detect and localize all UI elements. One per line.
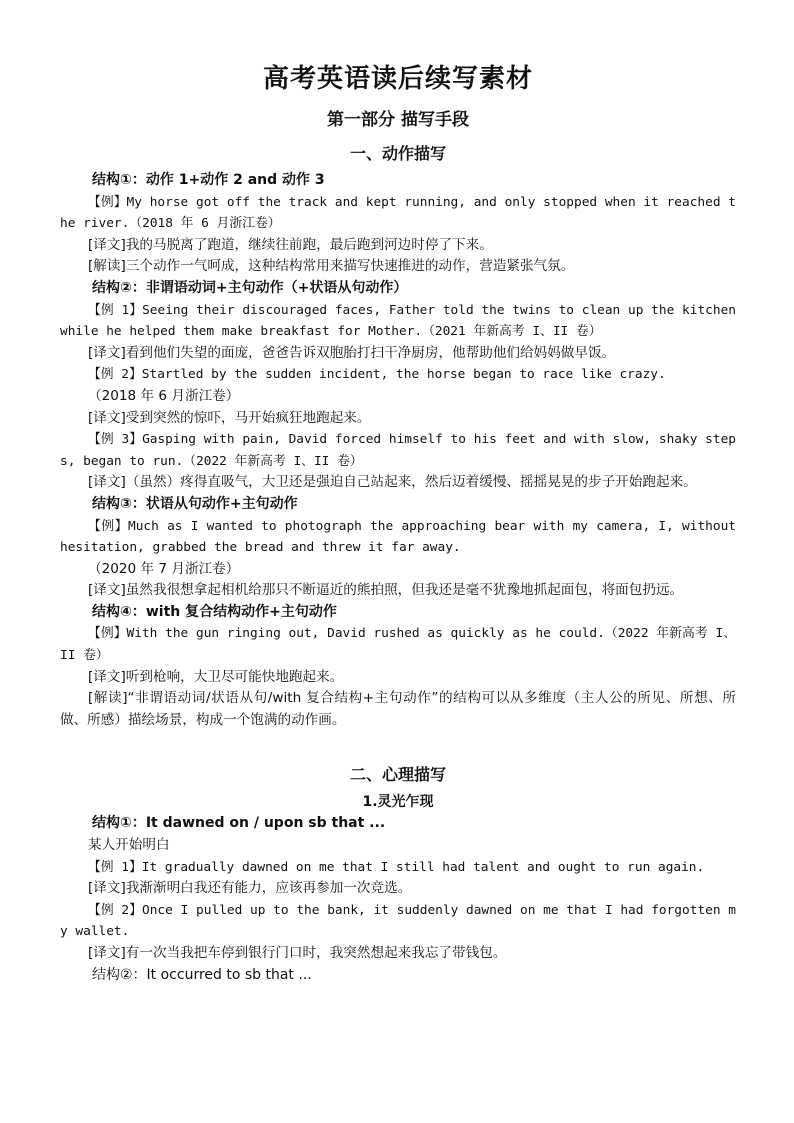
example-paragraph: 【例】My horse got off the track and kept running, and only stopped when it reached the river.（2018 年 6 月浙江卷）: [60, 194, 736, 232]
part-title: 第一部分 描写手段: [327, 110, 469, 130]
example-paragraph: 【例 2】Once I pulled up to the bank, it suddenly dawned on me that I had forgotten my wallet.: [60, 902, 736, 940]
example-paragraph: 【例】Much as I wanted to photograph the approaching bear with my camera, I, without hesitation, grabbed the bread and threw it far away.: [60, 518, 736, 556]
translation-paragraph: [译文]看到他们失望的面庞，爸爸告诉双胞胎打扫干净厨房，他帮助他们给妈妈做早饭。: [88, 344, 616, 361]
example-source: （2018 年 6 月浙江卷）: [88, 387, 240, 404]
section-title-psychology: 二、心理描写: [349, 765, 446, 785]
example-paragraph: 【例 3】Gasping with pain, David forced himself to his feet and with slow, shaky steps, began to run.（2022 年新高考 I、II 卷）: [60, 432, 736, 469]
document-title: 高考英语读后续写素材: [262, 64, 533, 94]
translation-paragraph: [译文]虽然我很想拿起相机给那只不断逼近的熊拍照，但我还是毫不犹豫地抓起面包，将面包扔远。: [88, 582, 684, 599]
example-source: （2020 年 7 月浙江卷）: [88, 560, 240, 577]
structure-heading: 结构③：状语从句动作+主句动作: [92, 495, 298, 512]
translation-paragraph: [译文]我渐渐明白我还有能力，应该再参加一次竞选。: [88, 880, 412, 897]
note-paragraph: [解读]三个动作一气呵成，这种结构常用来描写快速推进的动作，营造紧张气氛。: [88, 258, 575, 275]
translation-paragraph: [译文]听到枪响，大卫尽可能快地跑起来。: [88, 668, 344, 685]
example-paragraph: 【例 2】Startled by the sudden incident, the horse began to race like crazy.: [88, 367, 666, 383]
example-paragraph: 【例 1】Seeing their discouraged faces, Father told the twins to clean up the kitchen while he helped them make breakfast for Mother.（2021 年新高考 I、II 卷）: [60, 302, 736, 340]
structure-heading: 结构①：动作 1+动作 2 and 动作 3: [92, 172, 325, 188]
translation-paragraph: [译文]有一次当我把车停到银行门口时，我突然想起来我忘了带钱包。: [88, 945, 507, 961]
section-title-action: 一、动作描写: [349, 144, 446, 163]
section-spacer: [60, 731, 736, 763]
translation-paragraph: [译文]受到突然的惊吓，马开始疯狂地跑起来。: [88, 409, 371, 426]
structure-heading: 结构②：非谓语动词+主句动作（+状语从句动作）: [92, 279, 408, 296]
note-paragraph: [解读]“非谓语动词/状语从句/with 复合结构+主句动作”的结构可以从多维度（主人公的所见、所想、所做、所感）描绘场景，构成一个饱满的动作画。: [60, 690, 736, 728]
translation-paragraph: [译文]我的马脱离了跑道，继续往前跑，最后跑到河边时停了下来。: [88, 236, 493, 253]
example-paragraph: 【例】With the gun ringing out, David rushed as quickly as he could.（2022 年新高考 I、II 卷）: [60, 626, 736, 664]
meaning-paragraph: 某人开始明白: [88, 837, 170, 854]
structure-heading: 结构②：It occurred to sb that ...: [92, 966, 312, 983]
structure-heading: 结构④：with 复合结构动作+主句动作: [92, 603, 337, 620]
subsection-title: 1.灵光乍现: [362, 794, 434, 811]
example-paragraph: 【例 1】It gradually dawned on me that I still had talent and ought to run again.: [88, 859, 705, 875]
translation-paragraph: [译文]（虽然）疼得直吸气，大卫还是强迫自己站起来，然后迈着缓慢、摇摇晃晃的步子开始跑起来。: [88, 474, 697, 491]
structure-heading: 结构①：It dawned on / upon sb that ...: [92, 815, 386, 832]
